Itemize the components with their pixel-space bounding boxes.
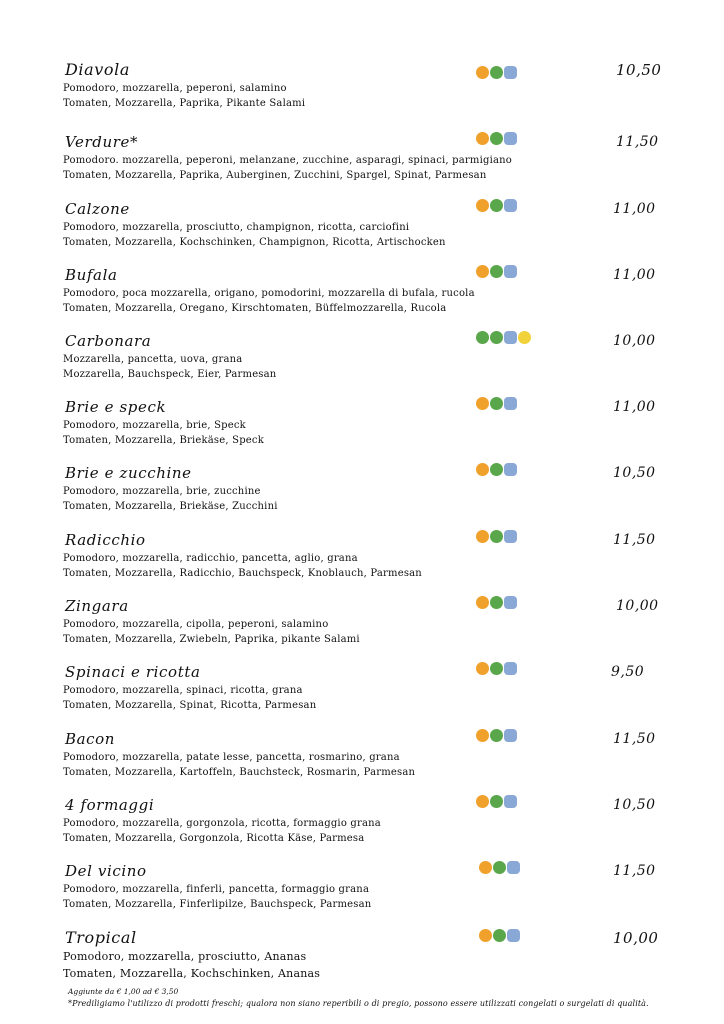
lactose-icon <box>490 132 503 145</box>
gluten-icon <box>476 199 489 212</box>
gluten-icon <box>476 66 489 79</box>
dish-ingredients-it: Pomodoro, mozzarella, radicchio, pancetta, aglio, grana <box>63 553 358 564</box>
dish-name: Radicchio <box>65 531 146 549</box>
egg-icon <box>518 331 531 344</box>
dish-ingredients-de: Tomaten, Mozzarella, Kochschinken, Ananas <box>63 967 321 980</box>
milk-icon <box>504 463 517 476</box>
lactose-icon <box>490 662 503 675</box>
menu-item <box>63 729 683 789</box>
milk-icon <box>504 66 517 79</box>
lactose-icon <box>490 463 503 476</box>
dish-ingredients-de: Tomaten, Mozzarella, Briekäse, Speck <box>63 435 264 446</box>
allergen-icons <box>476 463 517 477</box>
gluten-icon <box>476 397 489 410</box>
lactose-icon <box>476 331 489 344</box>
gluten-icon <box>476 132 489 145</box>
dish-price: 11,00 <box>613 267 656 283</box>
allergen-icons <box>476 662 517 676</box>
dish-name: Bufala <box>65 266 118 284</box>
milk-icon <box>504 662 517 675</box>
menu-item <box>63 132 683 192</box>
fresh-products-note: *Prediligiamo l'utilizzo di prodotti freschi; qualora non siano reperibili o di pregio, possono essere utilizzati congelati o surgelati di qualità. <box>68 999 649 1008</box>
dish-ingredients-de: Tomaten, Mozzarella, Kochschinken, Champignon, Ricotta, Artischocken <box>63 237 446 248</box>
milk-icon <box>507 929 520 942</box>
gluten-icon <box>476 795 489 808</box>
lactose-icon <box>493 929 506 942</box>
allergen-icons <box>479 929 520 943</box>
dish-price: 11,00 <box>613 201 656 217</box>
lactose-icon <box>490 397 503 410</box>
dish-name: Zingara <box>65 597 129 615</box>
dish-name: Bacon <box>65 730 116 748</box>
dish-ingredients-it: Pomodoro, mozzarella, prosciutto, Ananas <box>63 950 307 963</box>
dish-ingredients-de: Tomaten, Mozzarella, Radicchio, Bauchspeck, Knoblauch, Parmesan <box>63 568 422 579</box>
allergen-icons <box>476 729 517 743</box>
dish-name: 4 formaggi <box>65 796 155 814</box>
menu-item <box>63 530 683 590</box>
dish-ingredients-it: Pomodoro, mozzarella, prosciutto, champignon, ricotta, carciofini <box>63 222 410 233</box>
milk-icon <box>504 596 517 609</box>
dish-price: 10,50 <box>613 465 656 481</box>
lactose-icon <box>490 530 503 543</box>
menu-item <box>63 861 683 921</box>
gluten-icon <box>479 861 492 874</box>
dish-name: Carbonara <box>65 332 152 350</box>
menu-item <box>63 463 683 523</box>
dish-ingredients-it: Pomodoro, mozzarella, finferli, pancetta, formaggio grana <box>63 884 370 895</box>
dish-price: 10,50 <box>613 797 656 813</box>
gluten-icon <box>479 929 492 942</box>
gluten-icon <box>476 463 489 476</box>
dish-ingredients-it: Pomodoro, mozzarella, brie, Speck <box>63 420 246 431</box>
dish-price: 10,00 <box>616 598 659 614</box>
dish-name: Calzone <box>65 200 130 218</box>
dish-ingredients-de: Tomaten, Mozzarella, Kartoffeln, Bauchsteck, Rosmarin, Parmesan <box>63 767 416 778</box>
allergen-icons <box>476 199 517 213</box>
dish-ingredients-it: Pomodoro, mozzarella, spinaci, ricotta, grana <box>63 685 303 696</box>
dish-name: Del vicino <box>65 862 147 880</box>
dish-ingredients-de: Tomaten, Mozzarella, Paprika, Auberginen, Zucchini, Spargel, Spinat, Parmesan <box>63 170 487 181</box>
dish-ingredients-it: Pomodoro, poca mozzarella, origano, pomodorini, mozzarella di bufala, rucola <box>63 288 475 299</box>
lactose-icon <box>490 729 503 742</box>
dish-ingredients-de: Mozzarella, Bauchspeck, Eier, Parmesan <box>63 369 277 380</box>
gluten-icon <box>476 265 489 278</box>
allergen-icons <box>476 132 517 146</box>
dish-ingredients-it: Mozzarella, pancetta, uova, grana <box>63 354 243 365</box>
dish-price: 10,00 <box>613 333 656 349</box>
lactose-icon <box>493 861 506 874</box>
allergen-icons <box>476 66 517 80</box>
dish-ingredients-it: Pomodoro. mozzarella, peperoni, melanzane, zucchine, asparagi, spinaci, parmigiano <box>63 155 513 166</box>
dish-name: Diavola <box>65 60 131 79</box>
dish-name: Spinaci e ricotta <box>65 663 201 681</box>
lactose-icon <box>490 596 503 609</box>
dish-price: 10,00 <box>613 929 659 947</box>
addons-note: Aggiunte da € 1,00 ad € 3,50 <box>68 987 179 996</box>
dish-name: Brie e zucchine <box>65 464 192 482</box>
allergen-icons <box>476 397 517 411</box>
dish-price: 9,50 <box>611 664 645 680</box>
dish-price: 11,50 <box>613 731 656 747</box>
milk-icon <box>504 331 517 344</box>
lactose-icon <box>490 795 503 808</box>
dish-name: Tropical <box>65 928 137 947</box>
milk-icon <box>504 132 517 145</box>
dish-price: 11,50 <box>613 863 656 879</box>
dish-ingredients-de: Tomaten, Mozzarella, Finferlipilze, Bauchspeck, Parmesan <box>63 899 372 910</box>
milk-icon <box>504 729 517 742</box>
dish-ingredients-it: Pomodoro, mozzarella, peperoni, salamino <box>63 83 287 94</box>
dish-ingredients-it: Pomodoro, mozzarella, patate lesse, pancetta, rosmarino, grana <box>63 752 400 763</box>
gluten-icon <box>476 596 489 609</box>
lactose-icon <box>490 265 503 278</box>
dish-ingredients-de: Tomaten, Mozzarella, Zwiebeln, Paprika, pikante Salami <box>63 634 360 645</box>
gluten-icon <box>476 530 489 543</box>
menu-item <box>63 662 683 722</box>
menu-item <box>63 596 683 656</box>
allergen-icons <box>476 331 531 345</box>
allergen-icons <box>476 530 517 544</box>
gluten-icon <box>476 662 489 675</box>
dish-ingredients-de: Tomaten, Mozzarella, Spinat, Ricotta, Parmesan <box>63 700 317 711</box>
dish-name: Brie e speck <box>65 398 167 416</box>
dish-ingredients-it: Pomodoro, mozzarella, gorgonzola, ricotta, formaggio grana <box>63 818 381 829</box>
dish-ingredients-de: Tomaten, Mozzarella, Briekäse, Zucchini <box>63 501 278 512</box>
dish-ingredients-it: Pomodoro, mozzarella, cipolla, peperoni, salamino <box>63 619 329 630</box>
allergen-icons <box>476 795 517 809</box>
lactose-icon <box>490 331 503 344</box>
menu-item <box>63 928 683 988</box>
dish-ingredients-it: Pomodoro, mozzarella, brie, zucchine <box>63 486 261 497</box>
menu-item <box>63 795 683 855</box>
allergen-icons <box>476 596 517 610</box>
lactose-icon <box>490 66 503 79</box>
allergen-icons <box>479 861 520 875</box>
dish-price: 11,50 <box>613 532 656 548</box>
milk-icon <box>504 397 517 410</box>
milk-icon <box>504 199 517 212</box>
milk-icon <box>504 265 517 278</box>
allergen-icons <box>476 265 517 279</box>
menu-item <box>63 331 683 391</box>
menu-item <box>63 199 683 259</box>
gluten-icon <box>476 729 489 742</box>
milk-icon <box>504 795 517 808</box>
milk-icon <box>507 861 520 874</box>
dish-ingredients-de: Tomaten, Mozzarella, Oregano, Kirschtomaten, Büffelmozzarella, Rucola <box>63 303 447 314</box>
dish-price: 10,50 <box>616 61 662 79</box>
dish-price: 11,50 <box>616 134 659 150</box>
menu-item <box>63 265 683 325</box>
dish-ingredients-de: Tomaten, Mozzarella, Gorgonzola, Ricotta Käse, Parmesa <box>63 833 365 844</box>
dish-price: 11,00 <box>613 399 656 415</box>
menu-item <box>63 397 683 457</box>
lactose-icon <box>490 199 503 212</box>
menu-item <box>63 60 683 120</box>
dish-name: Verdure* <box>65 133 139 151</box>
milk-icon <box>504 530 517 543</box>
dish-ingredients-de: Tomaten, Mozzarella, Paprika, Pikante Salami <box>63 98 306 109</box>
